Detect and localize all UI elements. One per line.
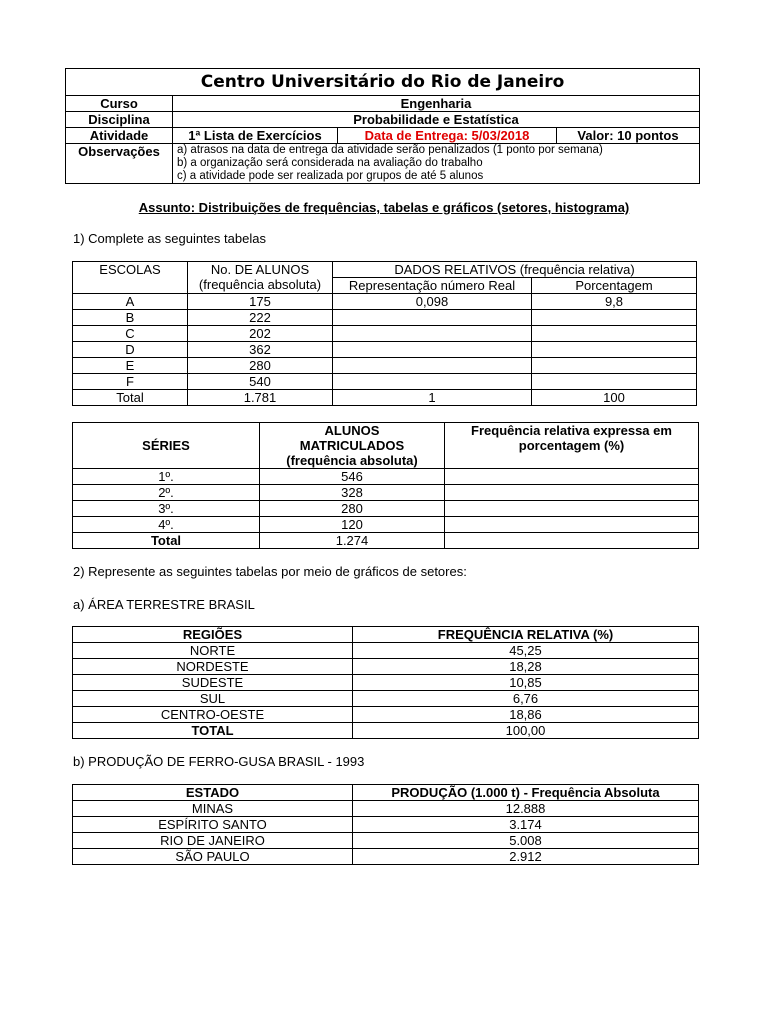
table-total-row	[73, 723, 699, 739]
cell-producao: 3.174	[353, 817, 699, 833]
grade-value: Valor: 10 pontos	[557, 128, 700, 144]
col-header-real: Representação número Real	[333, 278, 532, 294]
table-row	[73, 469, 699, 485]
cell-alunos: 175	[188, 294, 333, 310]
cell-pct	[532, 374, 697, 390]
table-row	[73, 675, 699, 691]
cell-producao: 5.008	[353, 833, 699, 849]
cell-freq	[445, 485, 699, 501]
col-header-line: Frequência relativa expressa em	[471, 423, 672, 438]
cell-freq	[445, 517, 699, 533]
cell-regiao: TOTAL	[73, 723, 353, 739]
cell-serie: 3º.	[73, 501, 260, 517]
cell-real	[333, 358, 532, 374]
cell-real	[333, 374, 532, 390]
schools-table	[72, 261, 697, 406]
cell-alunos: 1.274	[260, 533, 445, 549]
cell-regiao: CENTRO-OESTE	[73, 707, 353, 723]
cell-regiao: NORTE	[73, 643, 353, 659]
cell-pct	[532, 342, 697, 358]
cell-pct	[532, 326, 697, 342]
cell-freq: 10,85	[353, 675, 699, 691]
cell-alunos: 120	[260, 517, 445, 533]
due-date: Data de Entrega: 5/03/2018	[338, 128, 557, 144]
table-header-row	[73, 785, 699, 801]
cell-pct	[532, 358, 697, 374]
table-header-row	[73, 423, 699, 469]
table-row	[73, 342, 697, 358]
cell-freq	[445, 501, 699, 517]
curso-value: Engenharia	[173, 96, 700, 112]
table-total-row	[73, 533, 699, 549]
cell-escola: C	[73, 326, 188, 342]
table-row	[73, 358, 697, 374]
cell-alunos: 546	[260, 469, 445, 485]
cell-producao: 12.888	[353, 801, 699, 817]
header-table	[65, 68, 700, 184]
cell-pct	[532, 310, 697, 326]
subject-heading: Assunto: Distribuições de frequências, tabelas e gráficos (setores, histograma)	[138, 200, 630, 215]
cell-alunos: 1.781	[188, 390, 333, 406]
col-header-escolas: ESCOLAS	[73, 262, 188, 294]
cell-alunos: 362	[188, 342, 333, 358]
table-row	[73, 817, 699, 833]
observacoes-list	[173, 144, 700, 184]
table-row	[73, 326, 697, 342]
table-row	[73, 374, 697, 390]
cell-real: 0,098	[333, 294, 532, 310]
question-2-prompt: 2) Represente as seguintes tabelas por meio de gráficos de setores:	[73, 564, 467, 579]
cell-producao: 2.912	[353, 849, 699, 865]
col-header-alunos-matriculados	[260, 423, 445, 469]
cell-real: 1	[333, 390, 532, 406]
col-header-alunos-line2: (frequência absoluta)	[198, 277, 322, 292]
cell-escola: B	[73, 310, 188, 326]
table-row	[73, 485, 699, 501]
cell-alunos: 328	[260, 485, 445, 501]
observacao-item: c) a atividade pode ser realizada por grupos de até 5 alunos	[177, 170, 484, 182]
table-row	[73, 517, 699, 533]
disciplina-label: Disciplina	[66, 112, 173, 128]
cell-freq: 18,28	[353, 659, 699, 675]
pig-iron-table	[72, 784, 699, 865]
col-header-line: (frequência absoluta)	[286, 453, 418, 468]
curso-row	[66, 96, 700, 112]
cell-regiao: SUDESTE	[73, 675, 353, 691]
cell-estado: MINAS	[73, 801, 353, 817]
cell-pct: 100	[532, 390, 697, 406]
cell-estado: RIO DE JANEIRO	[73, 833, 353, 849]
col-header-regioes: REGIÕES	[73, 627, 353, 643]
cell-alunos: 222	[188, 310, 333, 326]
col-header-series: SÉRIES	[73, 423, 260, 469]
cell-freq: 45,25	[353, 643, 699, 659]
cell-escola: D	[73, 342, 188, 358]
col-header-line: MATRICULADOS	[299, 438, 405, 453]
question-1-prompt: 1) Complete as seguintes tabelas	[73, 231, 266, 246]
table-row	[73, 643, 699, 659]
disciplina-row	[66, 112, 700, 128]
cell-estado: ESPÍRITO SANTO	[73, 817, 353, 833]
table-row	[73, 659, 699, 675]
atividade-label: Atividade	[66, 128, 173, 144]
cell-alunos: 280	[188, 358, 333, 374]
col-header-dados: DADOS RELATIVOS (frequência relativa)	[333, 262, 697, 278]
cell-alunos: 202	[188, 326, 333, 342]
institution-title: Centro Universitário do Rio de Janeiro	[66, 69, 700, 96]
table-b-caption: b) PRODUÇÃO DE FERRO-GUSA BRASIL - 1993	[73, 754, 365, 769]
table-row	[73, 691, 699, 707]
col-header-pct: Porcentagem	[532, 278, 697, 294]
cell-serie: Total	[73, 533, 260, 549]
cell-escola: F	[73, 374, 188, 390]
col-header-line: ALUNOS	[324, 423, 380, 438]
table-row	[73, 501, 699, 517]
observacao-item: b) a organização será considerada na avaliação do trabalho	[177, 157, 483, 169]
table-a-caption: a) ÁREA TERRESTRE BRASIL	[73, 597, 255, 612]
cell-serie: 4º.	[73, 517, 260, 533]
cell-pct: 9,8	[532, 294, 697, 310]
regions-table	[72, 626, 699, 739]
curso-label: Curso	[66, 96, 173, 112]
observacao-item: a) atrasos na data de entrega da atividade serão penalizados (1 ponto por semana)	[177, 144, 603, 156]
col-header-line: porcentagem (%)	[518, 438, 625, 453]
table-header-row	[73, 627, 699, 643]
cell-freq: 18,86	[353, 707, 699, 723]
table-total-row	[73, 390, 697, 406]
col-header-alunos	[188, 262, 333, 294]
header-title-row	[66, 69, 700, 96]
cell-alunos: 540	[188, 374, 333, 390]
cell-escola: Total	[73, 390, 188, 406]
table-row	[73, 294, 697, 310]
col-header-freq-relativa: FREQUÊNCIA RELATIVA (%)	[353, 627, 699, 643]
cell-freq: 100,00	[353, 723, 699, 739]
series-table	[72, 422, 699, 549]
cell-freq: 6,76	[353, 691, 699, 707]
cell-real	[333, 342, 532, 358]
cell-regiao: NORDESTE	[73, 659, 353, 675]
cell-escola: A	[73, 294, 188, 310]
col-header-freq-pct	[445, 423, 699, 469]
cell-regiao: SUL	[73, 691, 353, 707]
table-header-row	[73, 262, 697, 278]
cell-alunos: 280	[260, 501, 445, 517]
col-header-alunos-line1: No. DE ALUNOS	[210, 262, 310, 277]
cell-serie: 1º.	[73, 469, 260, 485]
table-row	[73, 310, 697, 326]
cell-real	[333, 310, 532, 326]
observacoes-label: Observações	[66, 144, 173, 184]
table-row	[73, 801, 699, 817]
atividade-value: 1ª Lista de Exercícios	[173, 128, 338, 144]
cell-serie: 2º.	[73, 485, 260, 501]
cell-freq	[445, 533, 699, 549]
table-row	[73, 849, 699, 865]
cell-real	[333, 326, 532, 342]
atividade-row	[66, 128, 700, 144]
col-header-estado: ESTADO	[73, 785, 353, 801]
observacoes-row	[66, 144, 700, 184]
col-header-producao: PRODUÇÃO (1.000 t) - Frequência Absoluta	[353, 785, 699, 801]
cell-escola: E	[73, 358, 188, 374]
table-row	[73, 707, 699, 723]
disciplina-value: Probabilidade e Estatística	[173, 112, 700, 128]
table-row	[73, 833, 699, 849]
cell-estado: SÃO PAULO	[73, 849, 353, 865]
cell-freq	[445, 469, 699, 485]
